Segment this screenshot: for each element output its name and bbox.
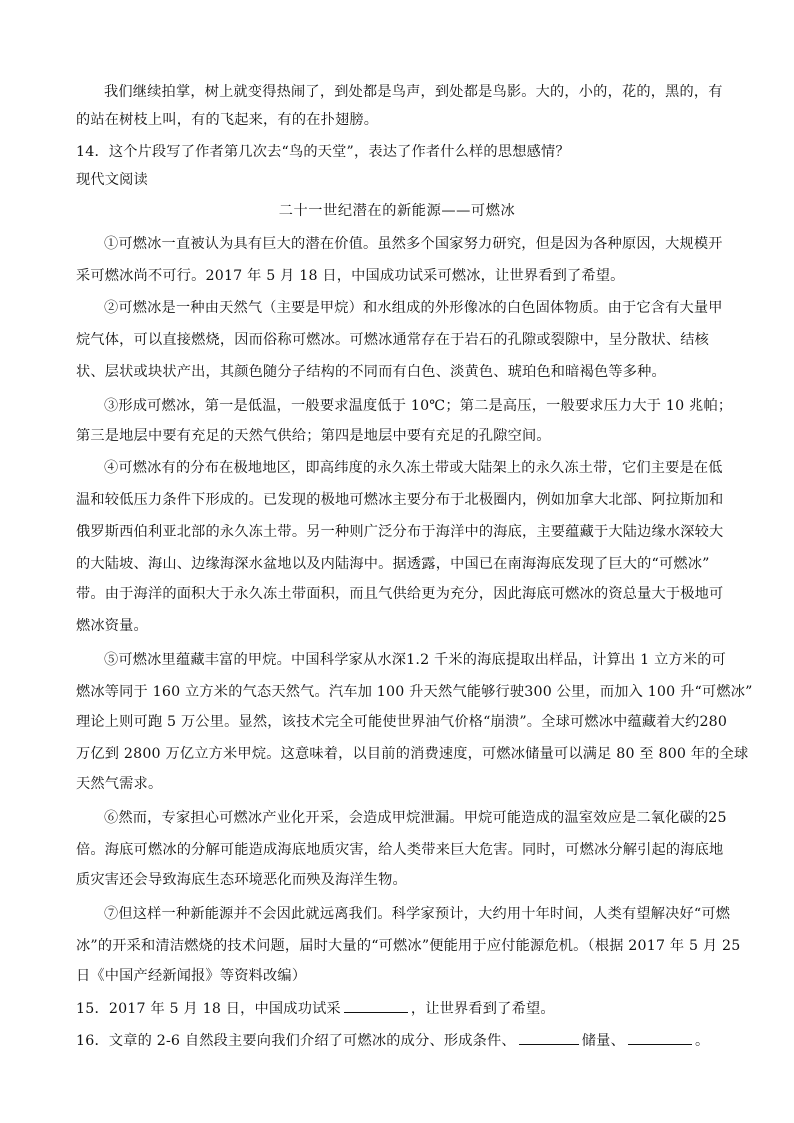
- paragraph-3-line-2: 第三是地层中要有充足的天然气供给；第四是地层中要有充足的孔隙空间。: [76, 428, 551, 444]
- question-16-answer-blank-1[interactable]: [519, 1028, 579, 1045]
- intro-line-2: 的站在树枝上叫，有的飞起来，有的在扑翅膀。: [76, 112, 379, 128]
- paragraph-2-line-1: ②可燃冰是一种由天然气（主要是甲烷）和水组成的外形像冰的白色固体物质。由于它含有大量甲: [104, 300, 723, 316]
- question-14: 14．这个片段写了作者第几次去“鸟的天堂”，表达了作者什么样的思想感情？: [76, 144, 570, 160]
- paragraph-4-line-2: 温和较低压力条件下形成的。已发现的极地可燃冰主要分布于北极圈内，例如加拿大北部、阿拉斯加和: [76, 492, 724, 508]
- question-16-text-middle: 储量、: [581, 1033, 625, 1049]
- paragraph-7-line-1: ⑦但这样一种新能源并不会因此就远离我们。科学家预计，大约用十年时间，人类有望解决好“可燃: [104, 906, 731, 922]
- question-15-text-after: ，让世界看到了希望。: [410, 1001, 555, 1017]
- paragraph-6-line-3: 质灾害还会导致海底生态环境恶化而殃及海洋生物。: [76, 872, 407, 888]
- paragraph-5-line-3: 理论上则可跑 5 万公里。显然，该技术完全可能使世界油气价格“崩溃”。全球可燃冰中蕴藏着大约280: [76, 714, 728, 730]
- paragraph-6-line-1: ⑥然而，专家担心可燃冰产业化开采，会造成甲烷泄漏。甲烷可能造成的温室效应是二氧化碳的25: [104, 810, 727, 826]
- paragraph-3-line-1: ③形成可燃冰，第一是低温，一般要求温度低于 10℃；第二是高压，一般要求压力大于 10 兆帕；: [104, 398, 733, 414]
- paragraph-4-line-3: 俄罗斯西伯利亚北部的永久冻土带。另一种则广泛分布于海洋中的海底，主要蕴藏于大陆边缘水深较大: [76, 524, 724, 540]
- paragraph-5-line-1: ⑤可燃冰里蕴藏丰富的甲烷。中国科学家从水深1.2 千米的海底提取出样品，计算出 1 立方米的可: [104, 652, 727, 668]
- paragraph-5-line-4: 万亿到 2800 万亿立方米甲烷。这意味着，以目前的消费速度，可燃冰储量可以满足 80 至 800 年的全球: [76, 746, 749, 762]
- section-label: 现代文阅读: [76, 172, 148, 188]
- paragraph-1-line-1: ①可燃冰一直被认为具有巨大的潜在价值。虽然多个国家努力研究，但是因为各种原因，大规模开: [104, 236, 723, 252]
- question-16-text-after: 。: [694, 1033, 710, 1049]
- question-15-text-before: 15．2017 年 5 月 18 日，中国成功试采: [76, 1001, 341, 1017]
- paragraph-7-line-2: 冰”的开采和清洁燃烧的技术问题，届时大量的“可燃冰”便能用于应付能源危机。（根据 2017 年 5 月 25: [76, 938, 741, 954]
- paragraph-4-line-4: 的大陆坡、海山、边缘海深水盆地以及内陆海中。据透露，中国已在南海海底发现了巨大的“可燃冰”: [76, 556, 710, 572]
- question-15: [76, 996, 726, 1021]
- paragraph-2-line-2: 烷气体，可以直接燃烧，因而俗称可燃冰。可燃冰通常存在于岩石的孔隙或裂隙中，呈分散状、结核: [76, 332, 710, 348]
- paragraph-4-line-1: ④可燃冰有的分布在极地地区，即高纬度的永久冻土带或大陆架上的永久冻土带，它们主要是在低: [104, 460, 723, 476]
- question-15-answer-blank[interactable]: [344, 996, 408, 1013]
- question-16-text-before: 16．文章的 2-6 自然段主要向我们介绍了可燃冰的成分、形成条件、: [76, 1033, 516, 1049]
- question-16-answer-blank-2[interactable]: [628, 1028, 692, 1045]
- intro-line-1: 我们继续拍掌，树上就变得热闹了，到处都是鸟声，到处都是鸟影。大的，小的，花的，黑的，有: [104, 84, 723, 100]
- paragraph-4-line-5: 带。由于海洋的面积大于永久冻土带面积，而且气供给更为充分，因此海底可燃冰的资总量大于极地可: [76, 586, 724, 602]
- paragraph-4-line-6: 燃冰资量。: [76, 618, 148, 634]
- paragraph-1-line-2: 采可燃冰尚不可行。2017 年 5 月 18 日，中国成功试采可燃冰，让世界看到了希望。: [76, 268, 625, 284]
- paragraph-2-line-3: 状、层状或块状产出，其颜色随分子结构的不同而有白色、淡黄色、琥珀色和暗褐色等多种。: [76, 364, 666, 380]
- paragraph-5-line-5: 天然气需求。: [76, 776, 163, 792]
- paragraph-7-line-3: 日《中国产经新闻报》等资料改编）: [76, 968, 307, 984]
- question-16: [76, 1028, 726, 1053]
- paragraph-6-line-2: 倍。海底可燃冰的分解可能造成海底地质灾害，给人类带来巨大危害。同时，可燃冰分解引起的海底地: [76, 842, 724, 858]
- article-title: 二十一世纪潜在的新能源——可燃冰: [278, 203, 516, 219]
- paragraph-5-line-2: 燃冰等同于 160 立方米的气态天然气。汽车加 100 升天然气能够行驶300 公里，而加入 100 升“可燃冰”: [76, 684, 753, 700]
